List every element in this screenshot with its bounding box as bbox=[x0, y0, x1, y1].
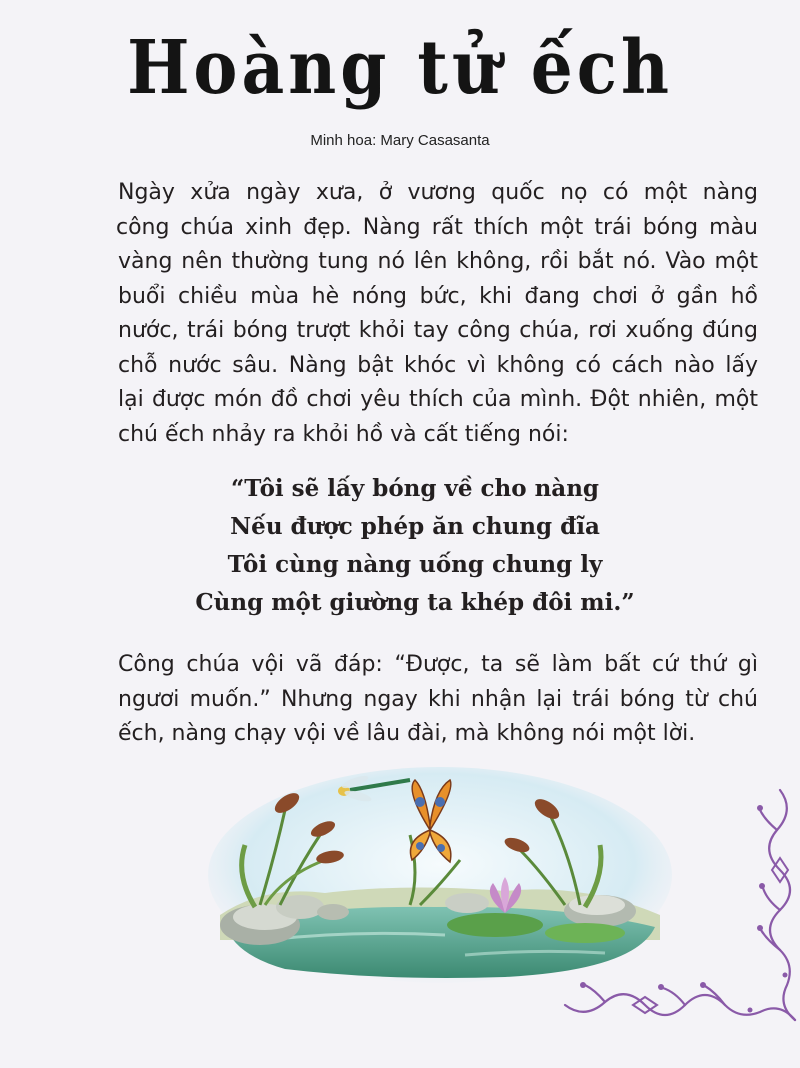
paragraph-line: vàng nên thường tung nó lên không, rồi bắt nó. Vào một bbox=[118, 249, 758, 274]
story-title: Hoàng tử ếch bbox=[127, 23, 673, 111]
illustrator-credit: Minh hoa: Mary Casasanta bbox=[310, 132, 490, 149]
paragraph-line: chú ếch nhảy ra khỏi hồ và cất tiếng nói: bbox=[118, 421, 569, 447]
paragraph-line: Công chúa vội vã đáp: “Được, ta sẽ làm bất cứ thứ gì bbox=[118, 652, 758, 677]
frog-verse bbox=[0, 470, 800, 622]
paragraph-line: lại được món đồ chơi yêu thích của mình. Đột nhiên, một bbox=[118, 387, 758, 412]
verse-line: Tôi cùng nàng uống chung ly bbox=[227, 551, 603, 578]
paragraph-line: chỗ nước sâu. Nàng bật khóc vì không có cách nào lấy bbox=[118, 352, 758, 378]
paragraph-line: ếch, nàng chạy vội về lâu đài, mà không nói một lời. bbox=[118, 721, 696, 746]
corner-ornament bbox=[555, 780, 800, 1035]
paragraph-intro bbox=[118, 176, 758, 452]
paragraph-line: buổi chiều mùa hè nóng bức, khi đang chơi ở gần hồ bbox=[118, 283, 758, 309]
paragraph-line: nước, trái bóng trượt khỏi tay công chúa, rơi xuống đúng bbox=[118, 318, 758, 343]
paragraph-line: Ngày xửa ngày xưa, ở vương quốc nọ có một nàng bbox=[118, 180, 758, 205]
paragraph-line: công chúa xinh đẹp. Nàng rất thích một trái bóng màu bbox=[116, 214, 758, 240]
paragraph-princess-reply bbox=[118, 648, 758, 752]
verse-line: Cùng một giường ta khép đôi mi.” bbox=[195, 589, 635, 616]
paragraph-line: ngươi muốn.” Nhưng ngay khi nhận lại trái bóng từ chú bbox=[118, 686, 758, 712]
verse-line: Nếu được phép ăn chung đĩa bbox=[230, 513, 600, 540]
verse-line: “Tôi sẽ lấy bóng về cho nàng bbox=[230, 475, 600, 502]
